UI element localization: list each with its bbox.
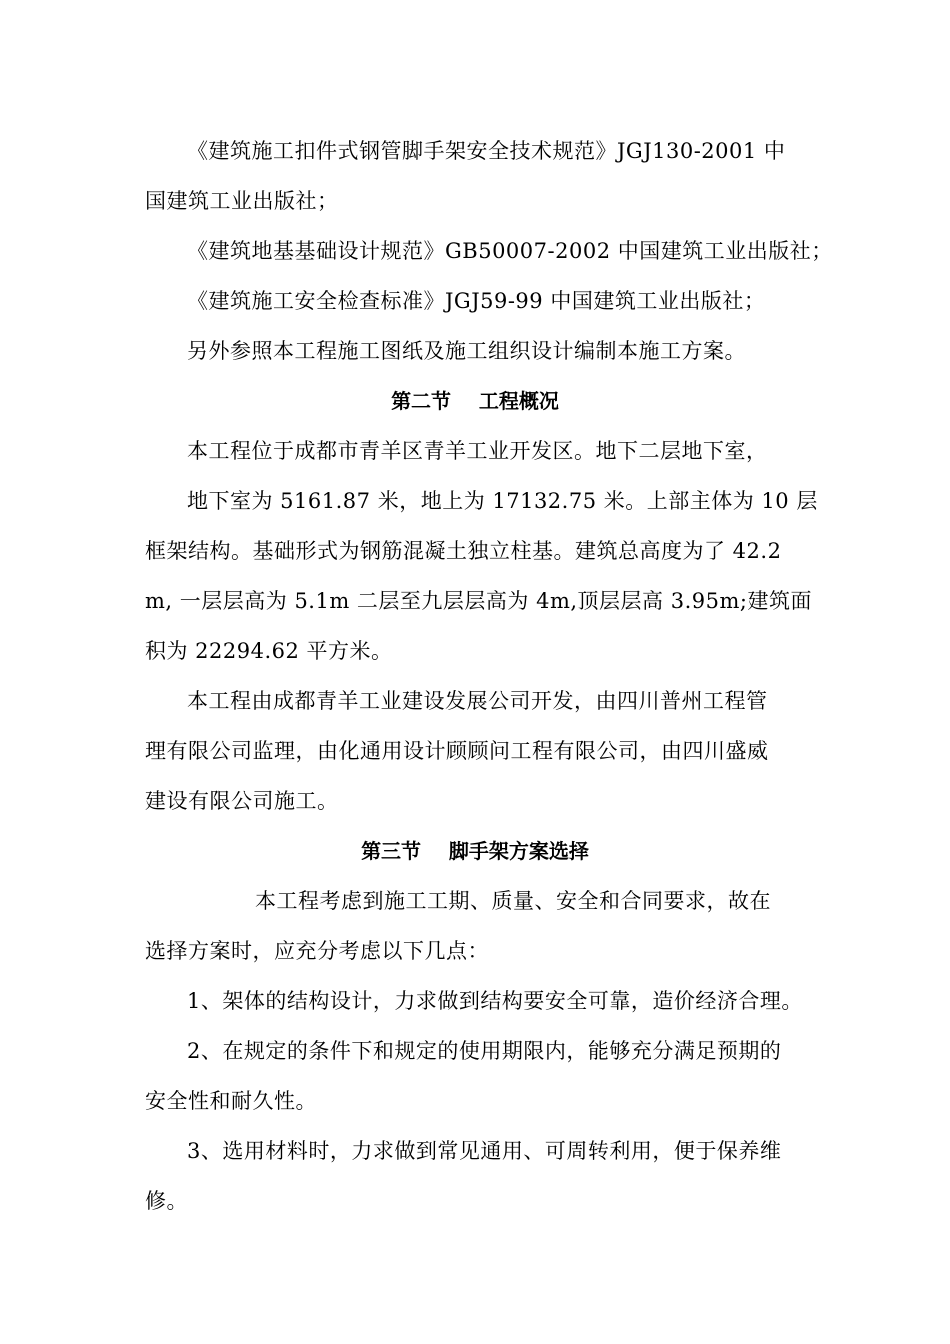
paragraph-line: m, 一层层高为 5.1m 二层至九层层高为 4m,顶层层高 3.95m;建筑面	[145, 589, 812, 613]
section-heading: 第三节 脚手架方案选择	[361, 839, 589, 863]
reference-line: 《建筑施工安全检查标准》JGJ59-99 中国建筑工业出版社；	[187, 289, 766, 313]
paragraph-line: 本工程位于成都市青羊区青羊工业开发区。地下二层地下室，	[187, 439, 768, 463]
paragraph-line: 积为 22294.62 平方米。	[145, 639, 393, 663]
paragraph-line: 本工程由成都青羊工业建设发展公司开发，由四川普州工程管	[187, 689, 768, 713]
reference-line: 另外参照本工程施工图纸及施工组织设计编制本施工方案。	[187, 339, 746, 363]
list-item: 2、在规定的条件下和规定的使用期限内，能够充分满足预期的	[187, 1039, 782, 1063]
paragraph-line: 本工程考虑到施工工期、质量、安全和合同要求，故在	[255, 889, 771, 913]
reference-line: 《建筑施工扣件式钢管脚手架安全技术规范》JGJ130-2001 中	[187, 139, 786, 163]
paragraph-line: 选择方案时，应充分考虑以下几点：	[145, 939, 489, 963]
paragraph-line: 地下室为 5161.87 米，地上为 17132.75 米。上部主体为 10 层	[187, 489, 818, 513]
reference-line: 国建筑工业出版社；	[145, 189, 339, 213]
list-item-continuation: 修。	[145, 1189, 188, 1213]
list-item: 1、架体的结构设计，力求做到结构要安全可靠，造价经济合理。	[187, 989, 803, 1013]
list-item-continuation: 安全性和耐久性。	[145, 1089, 317, 1113]
reference-line: 《建筑地基基础设计规范》GB50007-2002 中国建筑工业出版社；	[187, 239, 833, 263]
paragraph-line: 建设有限公司施工。	[145, 789, 339, 813]
section-heading: 第二节 工程概况	[391, 389, 559, 413]
paragraph-line: 理有限公司监理，由化通用设计顾顾问工程有限公司，由四川盛威	[145, 739, 769, 763]
list-item: 3、选用材料时，力求做到常见通用、可周转利用，便于保养维	[187, 1139, 782, 1163]
paragraph-line: 框架结构。基础形式为钢筋混凝土独立柱基。建筑总高度为了 42.2	[145, 539, 782, 563]
